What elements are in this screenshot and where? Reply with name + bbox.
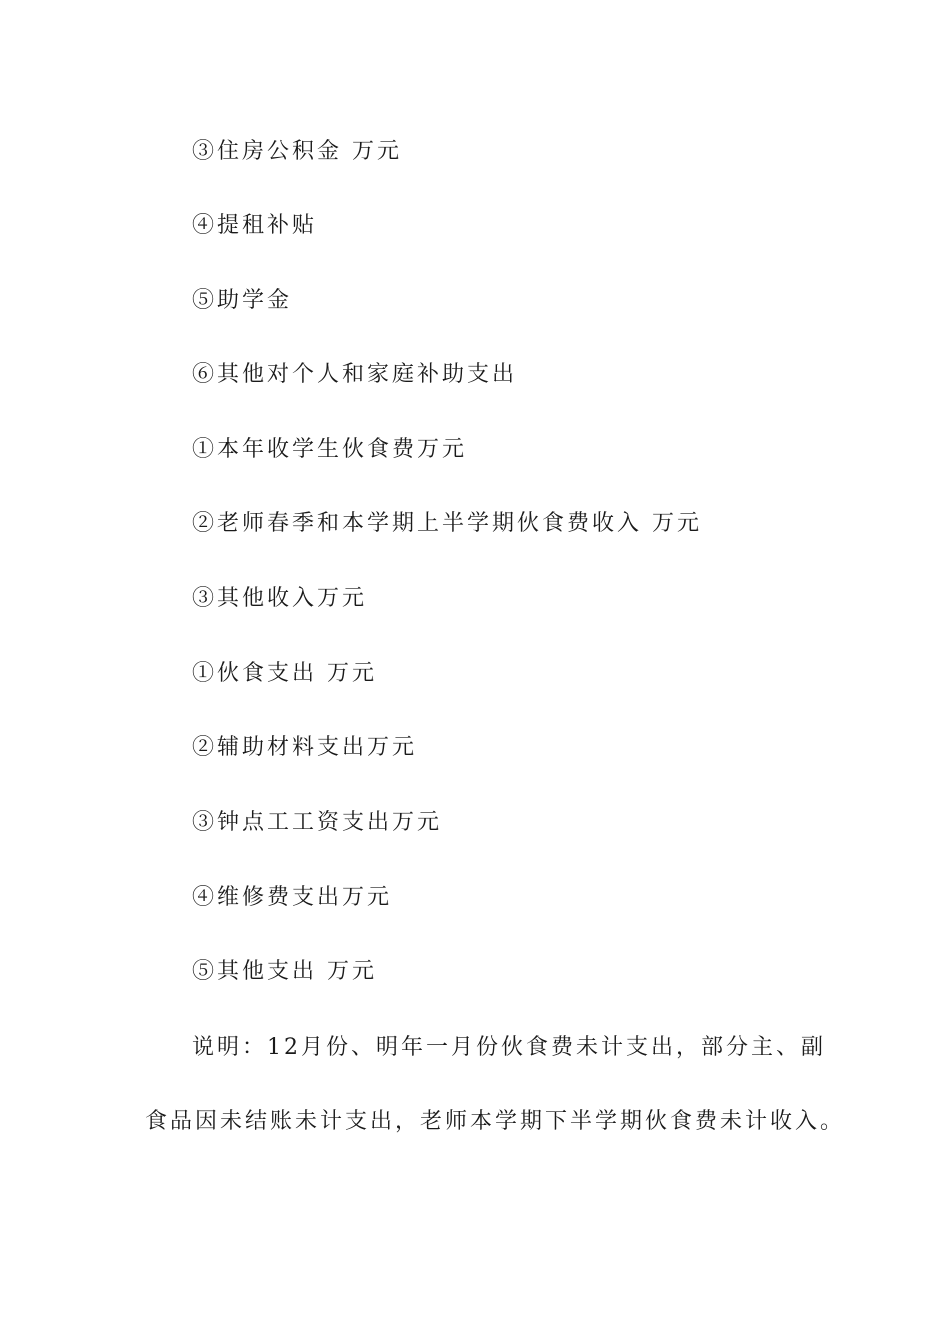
text-line: ⑤其他支出 万元 — [192, 959, 377, 984]
text-line: ②老师春季和本学期上半学期伙食费收入 万元 — [192, 511, 702, 536]
text-line: ④提租补贴 — [192, 213, 318, 238]
text-line: ⑥其他对个人和家庭补助支出 — [192, 362, 518, 387]
text-line: ④维修费支出万元 — [192, 885, 393, 910]
text-line: ③住房公积金 万元 — [192, 139, 402, 164]
text-line: ③其他收入万元 — [192, 586, 368, 611]
note-paragraph-line: 说明：12月份、明年一月份伙食费未计支出，部分主、副 — [192, 1035, 826, 1060]
text-line: ⑤助学金 — [192, 288, 293, 313]
text-line: ③钟点工工资支出万元 — [192, 810, 443, 835]
text-line: ①本年收学生伙食费万元 — [192, 437, 468, 462]
note-paragraph-line: 食品因未结账未计支出，老师本学期下半学期伙食费未计收入。 — [145, 1109, 846, 1134]
text-line: ②辅助材料支出万元 — [192, 735, 418, 760]
text-line: ①伙食支出 万元 — [192, 661, 377, 686]
